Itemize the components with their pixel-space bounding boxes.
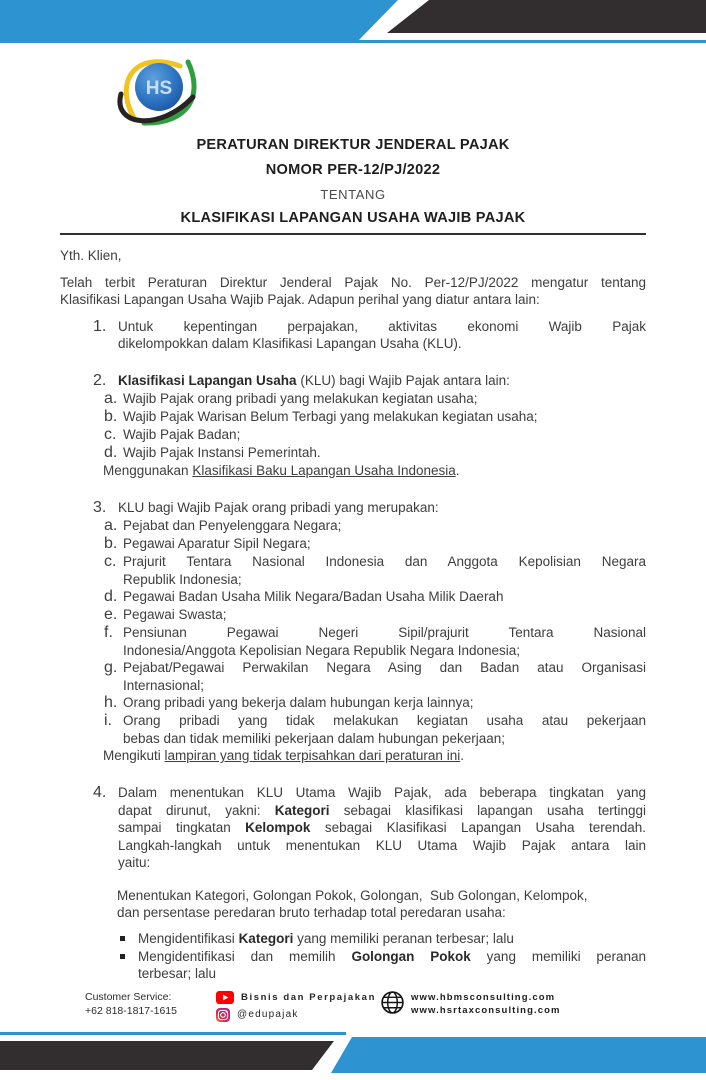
text-run: Langkah-langkah untuk menentukan KLU Utama Wajib Pajak antara lain [118,837,646,853]
text-run: Orang pribadi yang bekerja dalam hubungan kerja lainnya; [123,695,474,710]
sub-item-f [104,624,646,659]
instagram-icon [216,1008,230,1022]
text-run: . [460,748,464,763]
text-run: dikelompokkan dalam Klasifikasi Lapangan Usaha (KLU). [118,336,462,351]
title-line-2: NOMOR PER-12/PJ/2022 [265,162,441,178]
text-line [60,274,646,292]
sub-item-letter: c. [104,553,117,570]
text-line [123,677,646,695]
instagram-row [216,1007,376,1022]
youtube-channel-label: Bisnis dan Perpajakan [241,992,376,1003]
bullet-text [138,930,646,948]
text-line [123,624,646,642]
sub-item-b [104,535,646,553]
item-body [118,784,646,872]
text-line [60,291,646,309]
item-text [118,499,646,517]
item-body [118,499,646,517]
text-line [138,948,646,966]
item-number: 1. [93,317,107,335]
text-run: dan persentase peredaran bruto terhadap total peredaran usaha: [117,905,506,920]
sub-item-text [123,426,646,444]
bold-text: Kelompok [245,820,311,835]
sub-item-letter: i. [104,712,112,729]
sub-item-letter: d. [104,444,118,461]
text-run: Prajurit Tentara Nasional Indonesia dan Anggota Kepolisian Negara [123,554,646,569]
website-url-1: www.hbmsconsulting.com [411,992,556,1003]
text-run: Untuk kepentingan perpajakan, aktivitas ekonomi Wajib Pajak [118,318,646,334]
text-line [118,499,646,517]
text-line [118,837,646,855]
customer-service-block [85,990,177,1018]
text-run: sampai tingkatan [118,820,246,835]
sub-item-body [123,588,646,606]
bullet-marker-icon [120,930,138,948]
text-run: Internasional; [123,677,205,693]
text-line [118,819,646,837]
greeting: Yth. Klien, [60,248,122,263]
text-line [117,904,646,922]
text-run: bebas dan tidak memiliki pekerjaan dalam hubungan pekerjaan; [123,730,505,746]
instagram-handle: @edupajak [237,1009,299,1020]
globe-icon [380,990,405,1018]
text-run: Pejabat/Pegawai Perwakilan Negara Asing dan Badan atau Organisasi [123,660,646,675]
text-line [118,372,646,390]
sub-item-text [123,408,646,426]
sub-item-body [123,517,646,535]
sub-item-text [123,712,646,747]
bold-text: Golongan Pokok [351,948,471,964]
item-number: 3. [93,499,107,516]
text-line [123,535,646,553]
item-text [118,318,646,353]
sub-item-text [123,694,646,712]
sub-item-d [104,588,646,606]
sub-item-body [123,659,646,694]
text-line [123,730,646,748]
bullet-marker-icon [120,948,138,983]
document-title-block [60,133,646,231]
text-line [138,965,646,983]
text-line [117,887,646,905]
text-run: yang memiliki peranan [470,948,646,964]
youtube-icon [216,991,234,1004]
company-logo [98,40,218,132]
sub-item-g [104,659,646,694]
document-body [60,274,646,983]
bullet-item [120,948,646,983]
sub-item-letter: h. [104,694,118,711]
text-run: Wajib Pajak orang pribadi yang melakukan kegiatan usaha; [123,391,478,406]
item-body [118,372,646,390]
text-line [103,462,646,480]
text-run: dapat dirunut, yakni: [118,802,275,818]
item-number: 4. [93,784,107,801]
item-body [118,318,646,353]
text-line [123,694,646,712]
list-item-4 [93,784,646,872]
title-line-1: PERATURAN DIREKTUR JENDERAL PAJAK [196,137,510,153]
text-run: Mengidentifikasi dan memilih [138,948,352,964]
text-line [123,390,646,408]
sub-item-letter: a. [104,390,118,407]
bold-text: Klasifikasi Lapangan Usaha [118,373,297,388]
text-run: Klasifikasi Lapangan Usaha Wajib Pajak. Adapun perihal yang diatur antara lain: [60,292,540,307]
sub-item-a [104,390,646,408]
underlined-text: Klasifikasi Baku Lapangan Usaha Indonesia [192,463,456,478]
customer-service-phone: +62 818-1817-1615 [85,1005,177,1017]
text-line [118,784,646,802]
website-url-2: www.hsrtaxconsulting.com [411,1005,561,1016]
text-run: Republik Indonesia; [123,571,242,587]
sub-item-b [104,408,646,426]
text-run: Pegawai Swasta; [123,607,227,622]
text-run: Wajib Pajak Instansi Pemerintah. [123,445,321,460]
text-run: sebagai Klasifikasi Lapangan Usaha terendah. [310,820,647,835]
bold-text: Kategori [238,930,294,946]
text-line [118,854,646,872]
bullet-body [138,930,646,948]
text-line [123,408,646,426]
bold-text: Kategori [274,802,330,818]
sub-item-body [123,390,646,408]
sub-item-body [123,694,646,712]
text-line [123,712,646,730]
sub-item-letter: b. [104,408,118,425]
text-line [123,642,646,660]
text-line [123,517,646,535]
sub-item-c [104,553,646,588]
sub-item-letter: g. [104,659,118,676]
text-run: . [455,463,460,478]
text-run: Mengikuti [103,748,165,763]
sub-item-text [123,588,646,606]
sub-item-body [123,444,646,462]
sub-item-text [123,517,646,535]
sub-item-h [104,694,646,712]
text-run: Pejabat dan Penyelenggara Negara; [123,518,342,533]
text-run: (KLU) bagi Wajib Pajak antara lain: [296,373,510,388]
text-run: Wajib Pajak Badan; [123,427,241,442]
sub-item-text [123,606,646,624]
text-line [123,444,646,462]
sub-item-body [123,408,646,426]
text-line [123,659,646,677]
footer-accent-line [0,1032,346,1035]
sub-item-a [104,517,646,535]
text-line [123,426,646,444]
item-tail-text [103,462,646,480]
square-bullet-icon [120,954,125,959]
title-line-4: KLASIFIKASI LAPANGAN USAHA WAJIB PAJAK [180,210,526,226]
customer-service-label: Customer Service: [85,991,172,1003]
item-number: 2. [93,372,107,389]
website-urls [411,991,561,1017]
sub-item-text [123,444,646,462]
websites-block [380,990,561,1018]
text-line [138,930,646,948]
footer [0,990,706,1030]
bullet-body [138,948,646,983]
document-content [60,133,646,983]
text-run: yaitu: [118,855,151,870]
text-line [123,606,646,624]
text-run: yang memiliki peranan terbesar; lalu [293,930,514,946]
sub-item-letter: d. [104,588,118,605]
text-run: Pegawai Aparatur Sipil Negara; [123,536,311,551]
intro-paragraph [60,274,646,309]
text-run: Indonesia/Anggota Kepolisian Negara Republik Negara Indonesia; [123,642,521,658]
sub-item-text [123,390,646,408]
underlined-text: lampiran yang tidak terpisahkan dari peraturan ini [164,748,461,763]
sub-item-text [123,659,646,694]
sub-item-body [123,553,646,588]
social-block [216,990,376,1024]
sub-item-letter: e. [104,606,118,623]
text-run: Dalam menentukan KLU Utama Wajib Pajak, ada beberapa tingkatan yang [118,785,646,800]
title-divider [60,233,646,235]
square-bullet-icon [120,936,125,941]
item-text [118,784,646,872]
sub-item-i [104,712,646,747]
bullet-text [138,948,646,983]
text-run: Menentukan Kategori, Golongan Pokok, Golongan, Sub Golongan, Kelompok, [117,887,588,903]
sub-item-letter: f. [104,624,113,641]
sub-item-c [104,426,646,444]
text-line [103,747,646,765]
sub-item-letter: c. [104,426,117,443]
sub-item-text [123,535,646,553]
text-run: Menggunakan [103,463,193,478]
bullet-item [120,930,646,948]
list-item-3 [93,499,646,517]
sub-item-letter: a. [104,517,118,534]
sub-item-body [123,426,646,444]
list-item-2 [93,372,646,390]
youtube-row [216,990,376,1005]
text-line [118,335,646,353]
text-run: Pensiunan Pegawai Negeri Sipil/prajurit Tentara Nasional [123,625,646,640]
text-run: sebagai klasifikasi lapangan usaha tertinggi [329,802,646,818]
title-line-3: TENTANG [320,187,386,202]
sub-item-d [104,444,646,462]
text-line [123,588,646,606]
steps-paragraph [117,887,646,922]
text-line [118,318,646,336]
text-run: Mengidentifikasi [138,930,239,946]
text-run: terbesar; lalu [138,966,217,981]
text-line [123,571,646,589]
sub-item-text [123,624,646,659]
sub-item-body [123,606,646,624]
sub-item-letter: b. [104,535,118,552]
text-line [123,553,646,571]
sub-item-body [123,712,646,747]
sub-item-e [104,606,646,624]
sub-item-text [123,553,646,588]
text-run: Wajib Pajak Warisan Belum Terbagi yang melakukan kegiatan usaha; [123,409,538,424]
logo-monogram: HS [145,78,173,99]
text-run: KLU bagi Wajib Pajak orang pribadi yang merupakan: [118,500,439,515]
item-tail-text [103,747,646,765]
sub-item-body [123,535,646,553]
text-run: Pegawai Badan Usaha Milik Negara/Badan Usaha Milik Daerah [123,589,504,604]
text-line [118,802,646,820]
list-item-1 [93,318,646,353]
sub-item-body [123,624,646,659]
text-run: Orang pribadi yang tidak melakukan kegiatan usaha atau pekerjaan [123,713,646,728]
text-run: Telah terbit Peraturan Direktur Jenderal Pajak No. Per-12/PJ/2022 mengatur tentang [60,274,646,290]
item-text [118,372,646,390]
